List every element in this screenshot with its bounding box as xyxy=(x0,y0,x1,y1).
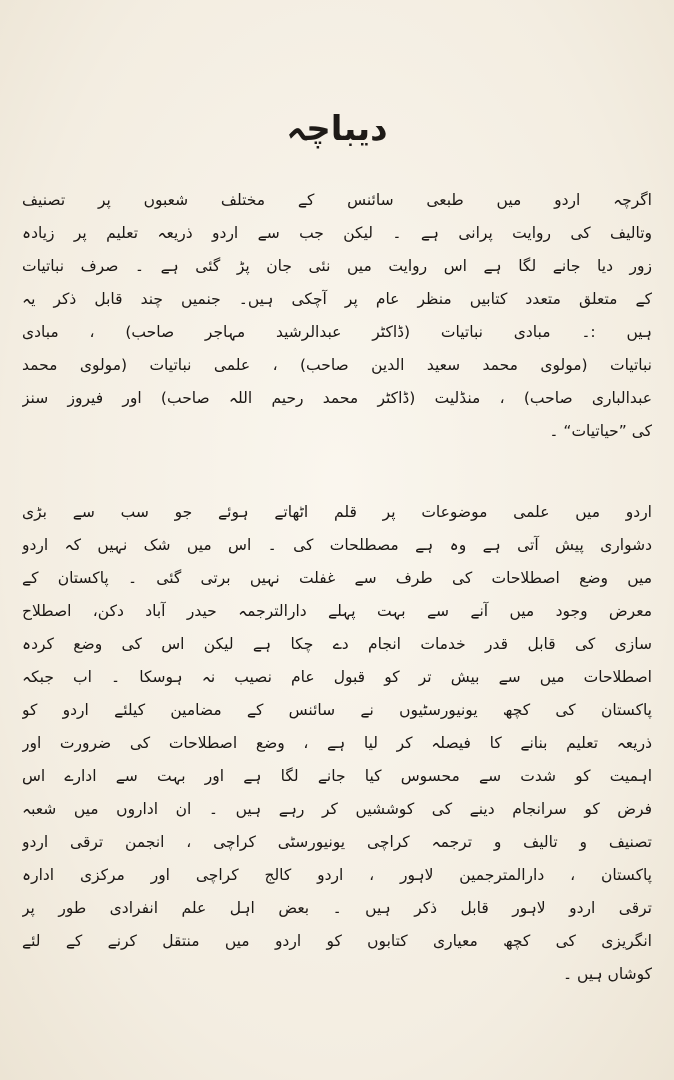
text-line: انگریزی کی کچھ معیاری کتابوں کو اردو میں منتقل کرنے کے لئے xyxy=(22,932,652,950)
text-line: میں وضع اصطلاحات کی طرف سے غفلت نہیں برتی گئی ۔ پاکستان کے xyxy=(22,569,652,587)
text-line: تصنیف و تالیف و ترجمہ کراچی یونیورسٹی کراچی ، انجمن ترقی اردو xyxy=(22,833,652,851)
text-line: وتالیف کی روایت پرانی ہے ۔ لیکن جب سے اردو ذریعہ تعلیم پر زیادہ xyxy=(22,224,652,242)
text-line: ترقی اردو لاہور قابل ذکر ہیں ۔ بعض اہل علم انفرادی طور پر xyxy=(22,899,652,917)
text-line: نباتیات (مولوی محمد سعید الدین صاحب) ، علمی نباتیات (مولوی محمد xyxy=(22,356,652,374)
text-line: پاکستان ، دارالمترجمین لاہور ، اردو کالج کراچی اور مرکزی ادارہ xyxy=(22,866,652,884)
text-line: اہمیت کو شدت سے محسوس کیا جانے لگا ہے اور بہت سے ادارے اس xyxy=(22,767,652,785)
paragraph-2 xyxy=(22,496,652,991)
page-title: دیباچہ xyxy=(286,109,388,149)
text-line: پاکستان کی کچھ یونیورسٹیوں نے سائنس کے مضامین کیلئے اردو کو xyxy=(22,701,652,719)
text-line: معرض وجود میں آنے سے بہت پہلے دارالترجمہ حیدر آباد دکن، اصطلاح xyxy=(22,602,652,620)
text-line: اردو میں علمی موضوعات پر قلم اٹھاتے ہوئے جو سب سے بڑی xyxy=(22,503,652,521)
text-line: دشواری پیش آتی ہے وہ ہے مصطلحات کی ۔ اس میں شک نہیں کہ اردو xyxy=(22,536,652,554)
text-line: ذریعہ تعلیم بنانے کا فیصلہ کر لیا ہے ، وضع اصطلاحات کی ضرورت اور xyxy=(22,734,652,752)
text-line: سازی کی قابل قدر خدمات انجام دے چکا ہے لیکن اس کی وضع کردہ xyxy=(22,635,652,653)
text-line: ہیں :۔ مبادی نباتیات (ڈاکٹر عبدالرشید مہاجر صاحب) ، مبادی xyxy=(22,323,652,341)
text-line: کے متعلق متعدد کتابیں منظر عام پر آچکی ہیں۔ جنمیں چند قابل ذکر یہ xyxy=(22,290,652,308)
text-line: کی ”حیاتیات“ ۔ xyxy=(549,422,652,440)
text-line: عبدالباری صاحب) ، منڈلیت (ڈاکٹر محمد رحیم اللہ صاحب) اور فیروز سنز xyxy=(22,389,652,407)
text-line: اصطلاحات میں سے بیش تر کو قبول عام نصیب نہ ہوسکا ۔ اب جبکہ xyxy=(22,668,652,686)
text-line: اگرچہ اردو میں طبعی سائنس کے مختلف شعبوں پر تصنیف xyxy=(22,191,652,209)
text-line: کوشاں ہیں ۔ xyxy=(563,965,652,983)
text-line: زور دیا جانے لگا ہے اس روایت میں نئی جان پڑ گئی ہے ۔ صرف نباتیات xyxy=(22,257,652,275)
paragraph-1 xyxy=(22,184,652,448)
text-line: فرض کو سرانجام دینے کی کوششیں کر رہے ہیں ۔ ان اداروں میں شعبہ xyxy=(22,800,652,818)
